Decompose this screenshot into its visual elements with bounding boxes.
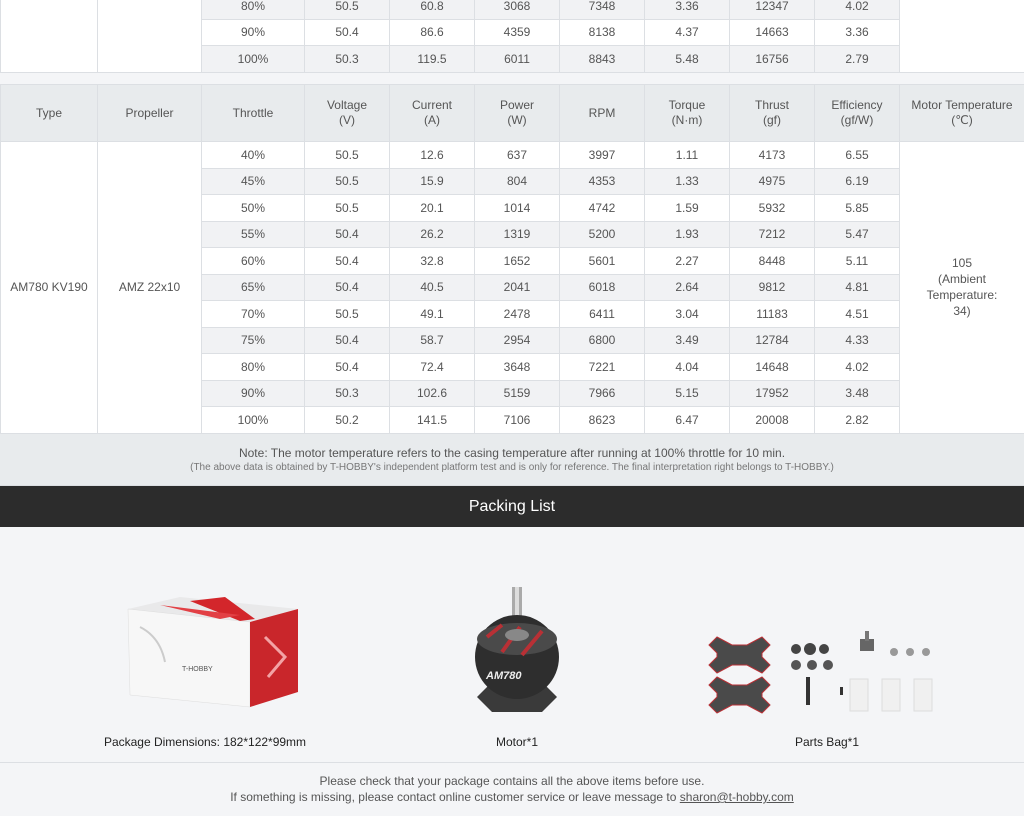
header-power: Power (W) bbox=[475, 85, 560, 142]
cell-throttle: 75% bbox=[202, 327, 305, 354]
spec-table bbox=[0, 84, 1024, 434]
cell-efficiency: 4.81 bbox=[815, 274, 900, 301]
cell-thrust: 14663 bbox=[730, 19, 815, 46]
cell-voltage: 50.4 bbox=[305, 221, 390, 248]
cell-torque: 3.36 bbox=[645, 0, 730, 19]
cell-thrust: 4975 bbox=[730, 168, 815, 195]
cell-current: 119.5 bbox=[390, 46, 475, 73]
table-header-row bbox=[1, 85, 1024, 142]
cell-current: 49.1 bbox=[390, 301, 475, 328]
test-note bbox=[0, 434, 1024, 486]
cell-power: 2478 bbox=[475, 301, 560, 328]
cell-efficiency: 3.48 bbox=[815, 380, 900, 407]
cell-voltage: 50.5 bbox=[305, 301, 390, 328]
cell-rpm: 5601 bbox=[560, 248, 645, 275]
cell-voltage: 50.5 bbox=[305, 0, 390, 19]
cell-efficiency: 4.51 bbox=[815, 301, 900, 328]
cell-current: 60.8 bbox=[390, 0, 475, 19]
cell-efficiency: 4.33 bbox=[815, 327, 900, 354]
cell-efficiency: 4.02 bbox=[815, 354, 900, 381]
cell-efficiency: 5.11 bbox=[815, 248, 900, 275]
cell-efficiency: 5.47 bbox=[815, 221, 900, 248]
packing-item-motor bbox=[352, 527, 682, 727]
cell-rpm: 8623 bbox=[560, 407, 645, 434]
cell-throttle: 100% bbox=[202, 407, 305, 434]
cell-thrust: 17952 bbox=[730, 380, 815, 407]
cell-torque: 1.93 bbox=[645, 221, 730, 248]
cell-efficiency: 2.79 bbox=[815, 46, 900, 73]
cell-current: 15.9 bbox=[390, 168, 475, 195]
footer-line-2 bbox=[0, 788, 1024, 804]
cell-voltage: 50.5 bbox=[305, 142, 390, 169]
cell-thrust: 12784 bbox=[730, 327, 815, 354]
cell-thrust: 14648 bbox=[730, 354, 815, 381]
cell-throttle: 45% bbox=[202, 168, 305, 195]
cell-throttle: 55% bbox=[202, 221, 305, 248]
cell-throttle: 90% bbox=[202, 380, 305, 407]
cell-power: 6011 bbox=[475, 46, 560, 73]
package-box-image bbox=[40, 527, 370, 727]
cell-torque: 4.04 bbox=[645, 354, 730, 381]
cell-voltage: 50.4 bbox=[305, 354, 390, 381]
cell-thrust: 9812 bbox=[730, 274, 815, 301]
cell-throttle: 80% bbox=[202, 354, 305, 381]
cell-type: AM780 KV190 bbox=[1, 142, 98, 434]
cell-torque: 1.11 bbox=[645, 142, 730, 169]
package-caption: Package Dimensions: 182*122*99mm bbox=[40, 735, 370, 749]
header-motor-temperature: Motor Temperature (℃) bbox=[900, 85, 1024, 142]
cell-efficiency: 2.82 bbox=[815, 407, 900, 434]
merged-cell bbox=[1, 0, 98, 72]
cell-voltage: 50.2 bbox=[305, 407, 390, 434]
cell-rpm: 6018 bbox=[560, 274, 645, 301]
cell-voltage: 50.4 bbox=[305, 327, 390, 354]
packing-item-box bbox=[40, 527, 370, 727]
footer-line-2-text: If something is missing, please contact online customer service or leave message to bbox=[230, 790, 680, 804]
header-torque: Torque (N·m) bbox=[645, 85, 730, 142]
table-row bbox=[1, 142, 1024, 169]
footer-notice bbox=[0, 762, 1024, 816]
cell-rpm: 4742 bbox=[560, 195, 645, 222]
cell-throttle: 60% bbox=[202, 248, 305, 275]
header-throttle: Throttle bbox=[202, 85, 305, 142]
cell-current: 102.6 bbox=[390, 380, 475, 407]
cell-torque: 3.04 bbox=[645, 301, 730, 328]
cell-current: 26.2 bbox=[390, 221, 475, 248]
cell-power: 2954 bbox=[475, 327, 560, 354]
cell-power: 1652 bbox=[475, 248, 560, 275]
cell-power: 3648 bbox=[475, 354, 560, 381]
cell-throttle: 90% bbox=[202, 19, 305, 46]
table-row bbox=[1, 0, 1024, 19]
cell-torque: 5.15 bbox=[645, 380, 730, 407]
cell-throttle: 70% bbox=[202, 301, 305, 328]
cell-torque: 2.27 bbox=[645, 248, 730, 275]
cell-thrust: 8448 bbox=[730, 248, 815, 275]
support-email-link[interactable]: sharon@t-hobby.com bbox=[680, 790, 794, 804]
cell-thrust: 7212 bbox=[730, 221, 815, 248]
cell-efficiency: 3.36 bbox=[815, 19, 900, 46]
cell-rpm: 7966 bbox=[560, 380, 645, 407]
cell-rpm: 4353 bbox=[560, 168, 645, 195]
header-voltage: Voltage (V) bbox=[305, 85, 390, 142]
box-brand-text: T-HOBBY bbox=[182, 666, 213, 673]
cell-voltage: 50.5 bbox=[305, 168, 390, 195]
cell-voltage: 50.3 bbox=[305, 46, 390, 73]
header-current: Current (A) bbox=[390, 85, 475, 142]
cell-throttle: 100% bbox=[202, 46, 305, 73]
cell-power: 1319 bbox=[475, 221, 560, 248]
cell-rpm: 8843 bbox=[560, 46, 645, 73]
cell-torque: 1.33 bbox=[645, 168, 730, 195]
motor-caption: Motor*1 bbox=[352, 735, 682, 749]
cell-thrust: 4173 bbox=[730, 142, 815, 169]
cell-throttle: 40% bbox=[202, 142, 305, 169]
previous-spec-table bbox=[0, 0, 1024, 84]
cell-current: 86.6 bbox=[390, 19, 475, 46]
cell-torque: 3.49 bbox=[645, 327, 730, 354]
cell-current: 32.8 bbox=[390, 248, 475, 275]
cell-power: 2041 bbox=[475, 274, 560, 301]
cell-current: 40.5 bbox=[390, 274, 475, 301]
cell-thrust: 20008 bbox=[730, 407, 815, 434]
merged-cell bbox=[98, 0, 202, 72]
header-thrust: Thrust (gf) bbox=[730, 85, 815, 142]
cell-power: 5159 bbox=[475, 380, 560, 407]
cell-voltage: 50.5 bbox=[305, 195, 390, 222]
cell-power: 637 bbox=[475, 142, 560, 169]
cell-efficiency: 6.55 bbox=[815, 142, 900, 169]
motor-label-text: AM780 bbox=[485, 670, 522, 682]
cell-rpm: 3997 bbox=[560, 142, 645, 169]
header-efficiency: Efficiency (gf/W) bbox=[815, 85, 900, 142]
cell-current: 20.1 bbox=[390, 195, 475, 222]
cell-thrust: 16756 bbox=[730, 46, 815, 73]
cell-rpm: 7348 bbox=[560, 0, 645, 19]
cell-voltage: 50.4 bbox=[305, 248, 390, 275]
header-rpm: RPM bbox=[560, 85, 645, 142]
cell-throttle: 65% bbox=[202, 274, 305, 301]
cell-power: 1014 bbox=[475, 195, 560, 222]
packing-list bbox=[0, 527, 1024, 775]
motor-image bbox=[352, 527, 682, 727]
cell-rpm: 7221 bbox=[560, 354, 645, 381]
cell-efficiency: 4.02 bbox=[815, 0, 900, 19]
cell-efficiency: 6.19 bbox=[815, 168, 900, 195]
packing-item-parts-bag bbox=[662, 527, 992, 727]
cell-throttle: 80% bbox=[202, 0, 305, 19]
merged-cell bbox=[900, 0, 1024, 72]
cell-voltage: 50.4 bbox=[305, 274, 390, 301]
cell-rpm: 8138 bbox=[560, 19, 645, 46]
parts-bag-caption: Parts Bag*1 bbox=[662, 735, 992, 749]
cell-rpm: 6411 bbox=[560, 301, 645, 328]
cell-torque: 5.48 bbox=[645, 46, 730, 73]
header-propeller: Propeller bbox=[98, 85, 202, 142]
cell-propeller: AMZ 22x10 bbox=[98, 142, 202, 434]
cell-power: 4359 bbox=[475, 19, 560, 46]
cell-thrust: 11183 bbox=[730, 301, 815, 328]
cell-current: 58.7 bbox=[390, 327, 475, 354]
cell-torque: 6.47 bbox=[645, 407, 730, 434]
header-type: Type bbox=[1, 85, 98, 142]
cell-current: 141.5 bbox=[390, 407, 475, 434]
footer-line-1: Please check that your package contains all the above items before use. bbox=[0, 763, 1024, 788]
cell-motor-temperature: 105 (Ambient Temperature: 34) bbox=[900, 142, 1024, 434]
note-line-1: Note: The motor temperature refers to the casing temperature after running at 100% throttle for 10 min. bbox=[0, 434, 1024, 460]
cell-thrust: 12347 bbox=[730, 0, 815, 19]
cell-current: 72.4 bbox=[390, 354, 475, 381]
cell-thrust: 5932 bbox=[730, 195, 815, 222]
cell-current: 12.6 bbox=[390, 142, 475, 169]
cell-power: 804 bbox=[475, 168, 560, 195]
cell-rpm: 5200 bbox=[560, 221, 645, 248]
cell-rpm: 6800 bbox=[560, 327, 645, 354]
packing-list-banner: Packing List bbox=[0, 486, 1024, 527]
parts-bag-image bbox=[662, 527, 992, 727]
cell-voltage: 50.3 bbox=[305, 380, 390, 407]
note-line-2: (The above data is obtained by T-HOBBY's independent platform test and is only for reference. The final interpretation right belongs to T-HOBBY.) bbox=[0, 460, 1024, 473]
cell-power: 3068 bbox=[475, 0, 560, 19]
cell-voltage: 50.4 bbox=[305, 19, 390, 46]
cell-power: 7106 bbox=[475, 407, 560, 434]
cell-torque: 2.64 bbox=[645, 274, 730, 301]
cell-torque: 4.37 bbox=[645, 19, 730, 46]
cell-efficiency: 5.85 bbox=[815, 195, 900, 222]
cell-throttle: 50% bbox=[202, 195, 305, 222]
cell-torque: 1.59 bbox=[645, 195, 730, 222]
